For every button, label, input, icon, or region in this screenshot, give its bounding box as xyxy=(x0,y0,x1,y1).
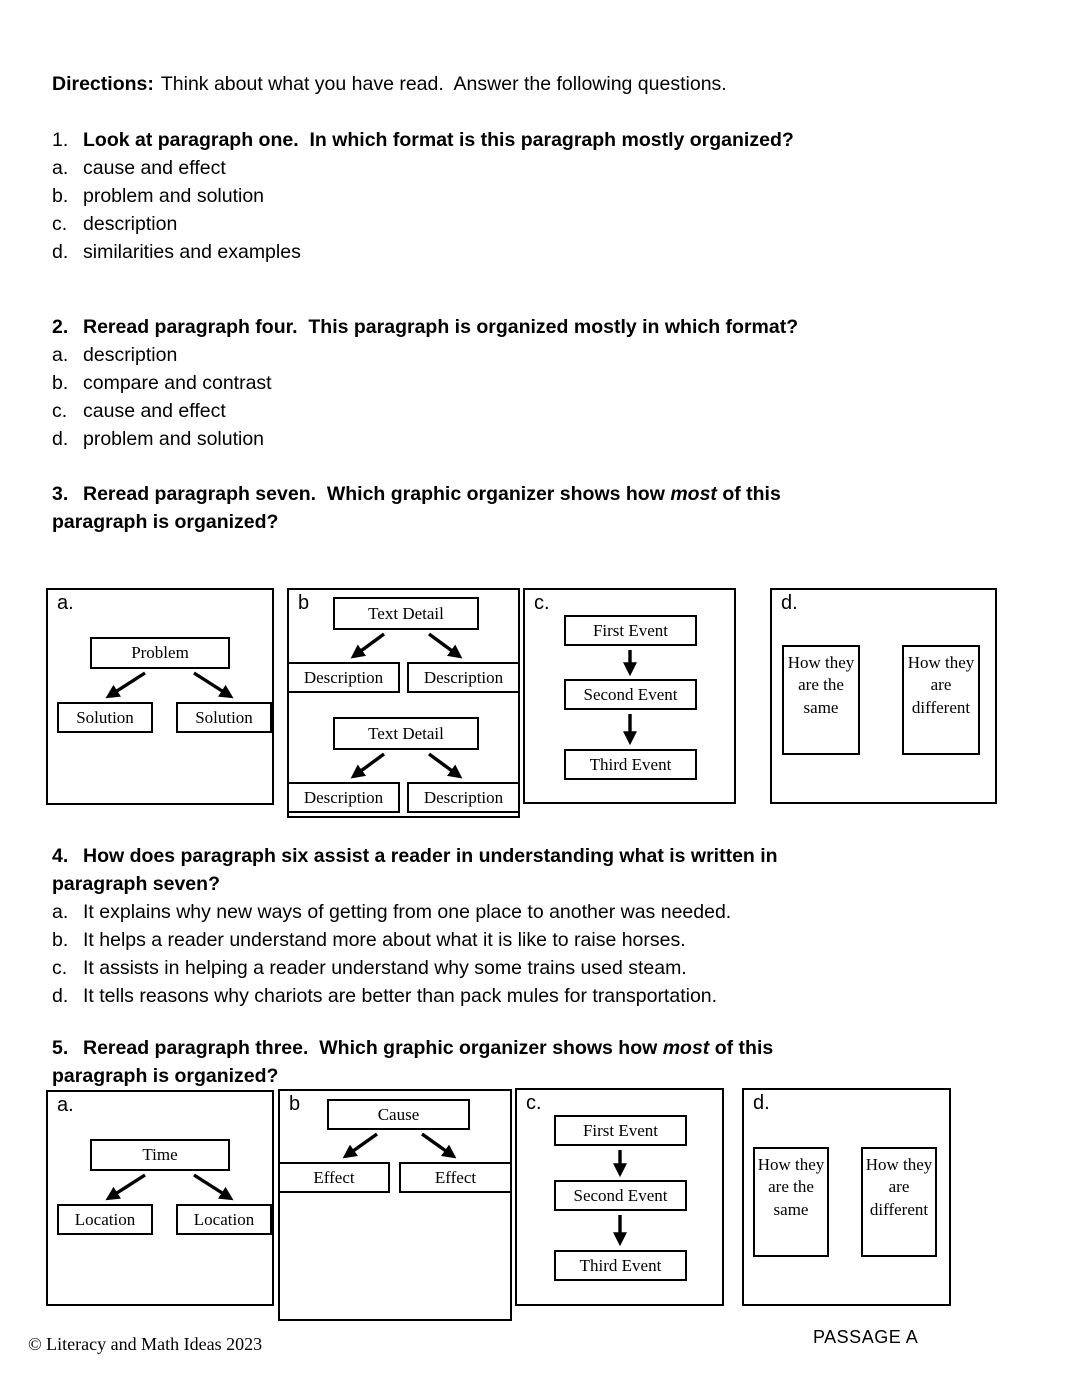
question-prompt-line2: paragraph seven? xyxy=(52,873,220,895)
option-text: It assists in helping a reader understand why some trains used steam. xyxy=(83,957,687,979)
down-arrow-icon xyxy=(517,1090,722,1304)
directions-label: Directions: xyxy=(52,73,154,95)
option-letter: c. xyxy=(52,957,68,979)
organizer-label: d. xyxy=(753,1092,770,1114)
organizer-q5-a xyxy=(46,1090,274,1306)
organizer-label: b xyxy=(289,1093,301,1115)
question-number: 5. xyxy=(52,1037,69,1059)
question-number: 3. xyxy=(52,483,69,505)
location-node: Location xyxy=(57,1204,153,1235)
solution-node: Solution xyxy=(57,702,153,733)
question-prompt: How does paragraph six assist a reader in understanding what is written in xyxy=(83,845,778,867)
option-row xyxy=(52,982,1027,1010)
option-row xyxy=(52,210,1027,238)
option-letter: d. xyxy=(52,241,69,263)
option-letter: a. xyxy=(52,157,69,179)
option-text: problem and solution xyxy=(83,185,265,207)
organizer-label: c. xyxy=(534,592,550,614)
option-letter: b. xyxy=(52,372,69,394)
option-row xyxy=(52,341,1027,369)
question-1-heading xyxy=(52,126,1027,154)
event-node: Second Event xyxy=(554,1180,687,1211)
option-text: cause and effect xyxy=(83,400,226,422)
option-row xyxy=(52,926,1027,954)
diagonal-arrow-icon xyxy=(280,1091,510,1319)
question-number: 2. xyxy=(52,316,69,338)
description-node: Description xyxy=(407,662,520,693)
option-row xyxy=(52,425,1027,453)
same-column-node: How they are the same xyxy=(782,645,860,755)
description-node: Description xyxy=(287,782,400,813)
option-row xyxy=(52,369,1027,397)
organizer-label: c. xyxy=(526,1092,542,1114)
italic-word: most xyxy=(662,1037,710,1059)
question-2 xyxy=(52,313,1027,453)
question-number: 1. xyxy=(52,129,69,151)
location-node: Location xyxy=(176,1204,272,1235)
question-number: 4. xyxy=(52,845,69,867)
event-node: Second Event xyxy=(564,679,697,710)
question-5-heading xyxy=(52,1034,1027,1062)
organizer-label: a. xyxy=(57,592,74,614)
directions-line xyxy=(52,70,1027,98)
description-node: Description xyxy=(287,662,400,693)
option-text: compare and contrast xyxy=(83,372,272,394)
option-letter: b. xyxy=(52,929,69,951)
option-row xyxy=(52,154,1027,182)
effect-node: Effect xyxy=(278,1162,390,1193)
question-5 xyxy=(52,1034,1027,1090)
option-letter: c. xyxy=(52,213,68,235)
problem-node: Problem xyxy=(90,637,230,669)
organizer-q3-c xyxy=(523,588,736,804)
organizer-q5-d xyxy=(742,1088,951,1306)
different-column-node: How they are different xyxy=(861,1147,937,1257)
option-row xyxy=(52,238,1027,266)
question-prompt: Reread paragraph four. This paragraph is organized mostly in which format? xyxy=(83,316,799,338)
event-node: Third Event xyxy=(554,1250,687,1281)
option-text: description xyxy=(83,344,178,366)
organizer-q5-b xyxy=(278,1089,512,1321)
option-row xyxy=(52,898,1027,926)
italic-word: most xyxy=(670,483,717,505)
organizer-label: d. xyxy=(781,592,798,614)
option-text: similarities and examples xyxy=(83,241,301,263)
option-text: It tells reasons why chariots are better than pack mules for transportation. xyxy=(83,985,718,1007)
organizer-q5-c xyxy=(515,1088,724,1306)
diagonal-arrow-icon xyxy=(289,590,518,816)
question-prompt: Reread paragraph three. Which graphic organizer shows how most of this xyxy=(83,1037,774,1059)
organizer-label: a. xyxy=(57,1094,74,1116)
event-node: First Event xyxy=(564,615,697,646)
effect-node: Effect xyxy=(399,1162,512,1193)
organizer-q3-a xyxy=(46,588,274,805)
same-column-node: How they are the same xyxy=(753,1147,829,1257)
question-prompt: Look at paragraph one. In which format is this paragraph mostly organized? xyxy=(83,129,794,151)
option-letter: d. xyxy=(52,428,69,450)
option-letter: c. xyxy=(52,400,68,422)
question-prompt: Reread paragraph seven. Which graphic organizer shows how most of this xyxy=(83,483,781,505)
question-4-heading xyxy=(52,842,1027,870)
organizer-q3-d xyxy=(770,588,997,804)
option-letter: a. xyxy=(52,344,69,366)
option-text: problem and solution xyxy=(83,428,265,450)
question-prompt-line2: paragraph is organized? xyxy=(52,1065,279,1087)
directions-text: Think about what you have read. Answer the following questions. xyxy=(160,73,727,95)
diagonal-arrow-icon xyxy=(48,590,272,803)
option-text: cause and effect xyxy=(83,157,226,179)
question-prompt-line2: paragraph is organized? xyxy=(52,511,279,533)
organizer-q3-b xyxy=(287,588,520,818)
different-column-node: How they are different xyxy=(902,645,980,755)
organizer-label: b xyxy=(298,592,310,614)
event-node: Third Event xyxy=(564,749,697,780)
option-letter: b. xyxy=(52,185,69,207)
option-letter: a. xyxy=(52,901,69,923)
question-4 xyxy=(52,842,1027,1010)
option-row xyxy=(52,954,1027,982)
cause-node: Cause xyxy=(327,1099,470,1130)
down-arrow-icon xyxy=(525,590,734,802)
option-row xyxy=(52,182,1027,210)
solution-node: Solution xyxy=(176,702,272,733)
question-1 xyxy=(52,126,1027,266)
option-row xyxy=(52,397,1027,425)
passage-label: PASSAGE A xyxy=(813,1327,919,1347)
option-letter: d. xyxy=(52,985,69,1007)
question-3 xyxy=(52,480,1027,536)
question-2-heading xyxy=(52,313,1027,341)
copyright-text: © Literacy and Math Ideas 2023 xyxy=(28,1334,263,1354)
text-detail-node: Text Detail xyxy=(333,717,479,750)
question-3-heading xyxy=(52,480,1027,508)
option-text: description xyxy=(83,213,178,235)
option-text: It helps a reader understand more about what it is like to raise horses. xyxy=(83,929,686,951)
time-node: Time xyxy=(90,1139,230,1171)
description-node: Description xyxy=(407,782,520,813)
option-text: It explains why new ways of getting from one place to another was needed. xyxy=(83,901,732,923)
text-detail-node: Text Detail xyxy=(333,597,479,630)
diagonal-arrow-icon xyxy=(48,1092,272,1304)
event-node: First Event xyxy=(554,1115,687,1146)
